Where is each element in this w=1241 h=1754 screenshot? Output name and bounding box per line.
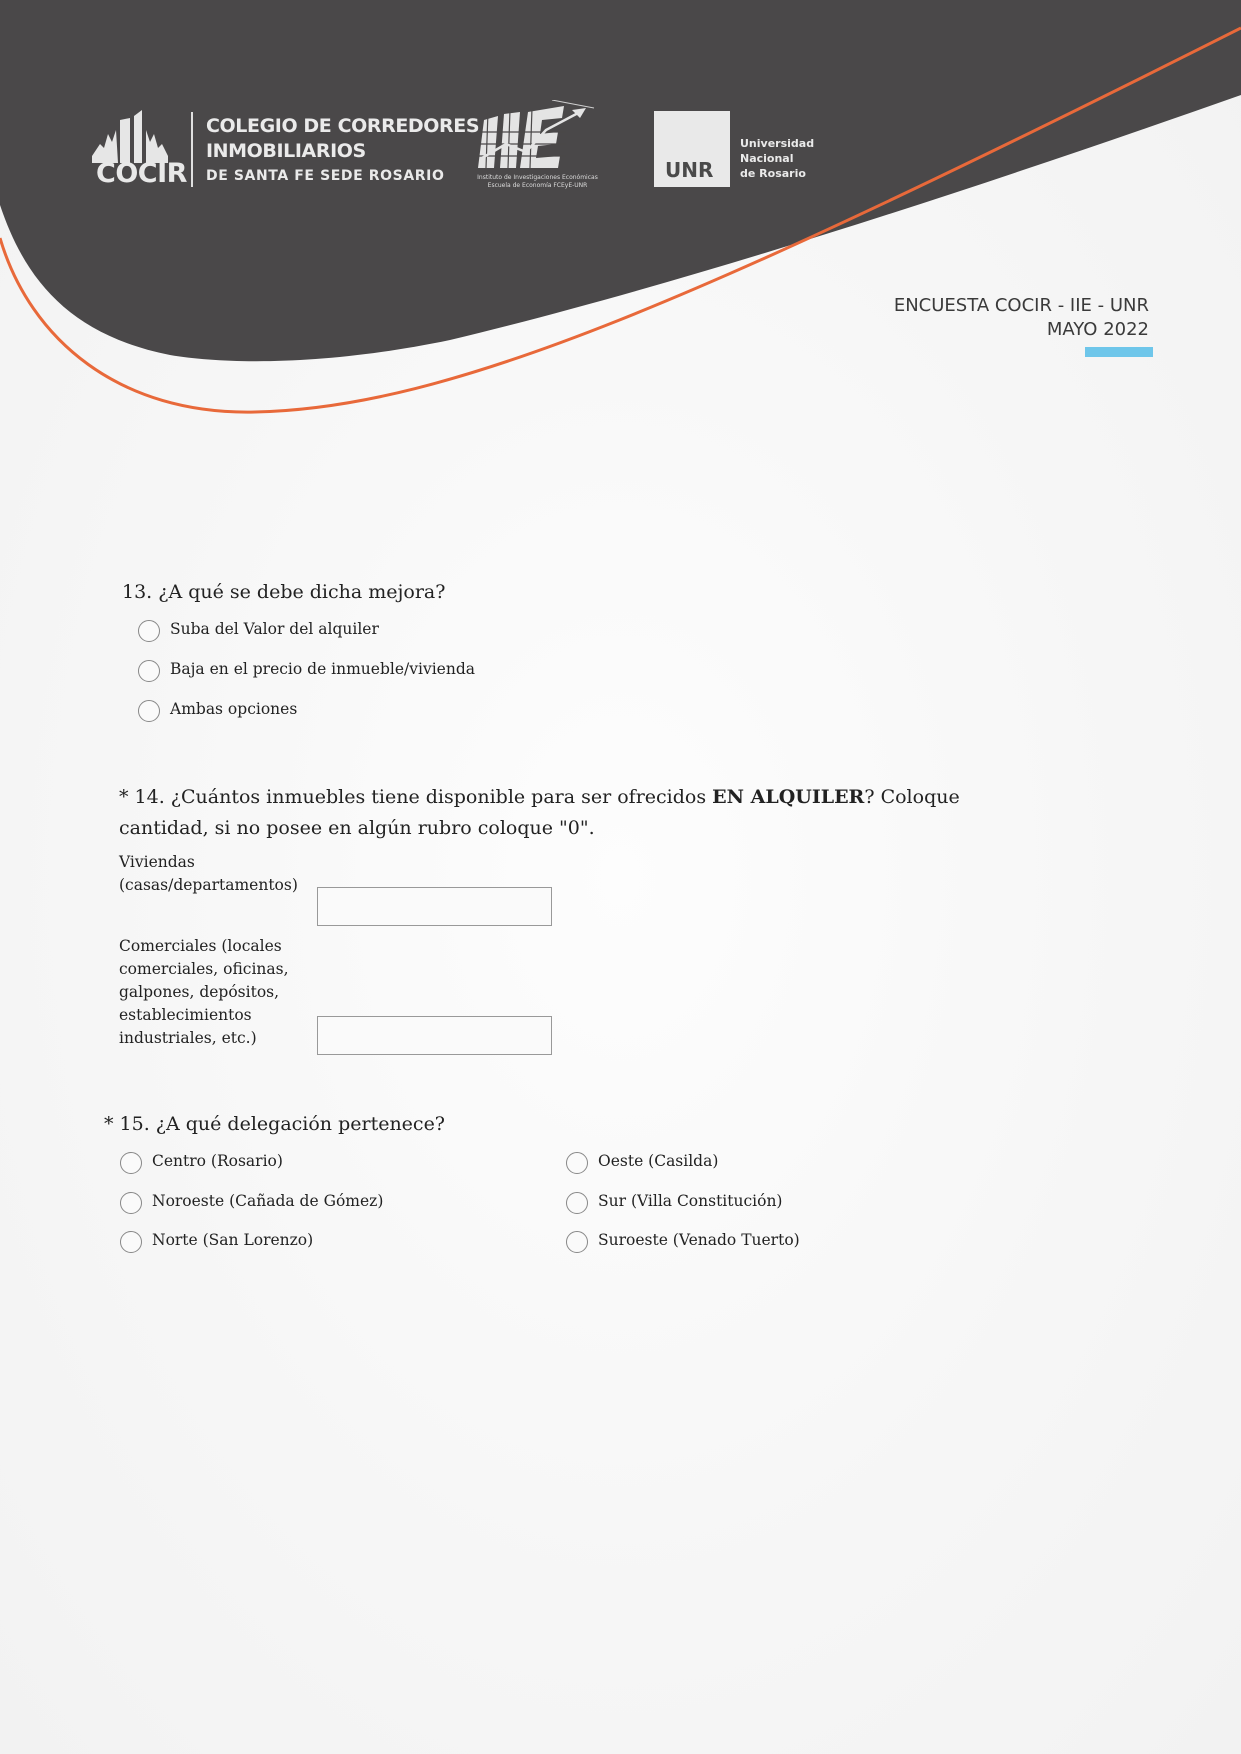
q15-option-norte[interactable] [120, 1229, 313, 1251]
header-band [0, 0, 1241, 430]
comerciales-input[interactable] [317, 1016, 552, 1055]
q15-option-label: Centro (Rosario) [152, 1152, 283, 1170]
q14-text-after: ? Coloque [864, 786, 960, 808]
q15-option-label: Norte (San Lorenzo) [152, 1231, 314, 1249]
radio-button[interactable] [120, 1192, 142, 1214]
viviendas-label: Viviendas (casas/departamentos) [119, 853, 298, 894]
q15-option-label: Noroeste (Cañada de Gómez) [152, 1192, 384, 1210]
viviendas-input[interactable] [317, 887, 552, 926]
unr-name-line2: Nacional [740, 152, 794, 165]
survey-title-line1: ENCUESTA COCIR - IIE - UNR [893, 295, 1149, 316]
survey-title-line2: MAYO 2022 [1046, 319, 1149, 340]
iie-caption [460, 174, 615, 190]
q15-option-centro[interactable] [120, 1150, 283, 1172]
q14-text-before: * 14. ¿Cuántos inmuebles tiene disponible para ser ofrecidos [119, 786, 713, 808]
cocir-wordmark: COCIR [96, 158, 187, 189]
logo-row [0, 100, 900, 200]
radio-button[interactable] [566, 1152, 588, 1174]
question-14-line2: cantidad, si no posee en algún rubro coloque "0". [119, 817, 595, 839]
comerciales-label: Comerciales (locales comerciales, oficinas, galpones, depósitos, establecimientos industriales, etc.) [119, 937, 289, 1047]
q13-option-label: Suba del Valor del alquiler [170, 620, 379, 638]
survey-title [894, 294, 1149, 342]
q15-option-suroeste[interactable] [566, 1229, 800, 1251]
iie-caption-line2: Escuela de Economía FCEyE-UNR [487, 182, 588, 189]
radio-button[interactable] [120, 1231, 142, 1253]
radio-button[interactable] [120, 1152, 142, 1174]
q14-text-bold: EN ALQUILER [712, 786, 865, 808]
q13-option-baja[interactable] [138, 658, 475, 680]
question-14-line1 [119, 782, 1019, 813]
q15-option-label: Sur (Villa Constitución) [598, 1192, 783, 1210]
radio-button[interactable] [138, 620, 160, 642]
unr-box-label: UNR [665, 158, 714, 182]
cocir-name-line3: DE SANTA FE SEDE ROSARIO [206, 168, 445, 184]
logo-divider [191, 112, 193, 187]
q13-option-ambas[interactable] [138, 698, 297, 720]
cocir-name-line2: INMOBILIARIOS [206, 140, 366, 162]
q13-option-label: Baja en el precio de inmueble/vivienda [170, 660, 475, 678]
q13-option-label: Ambas opciones [170, 700, 298, 718]
radio-button[interactable] [138, 660, 160, 682]
q15-option-label: Suroeste (Venado Tuerto) [598, 1231, 800, 1249]
q15-option-sur[interactable] [566, 1190, 782, 1212]
radio-button[interactable] [566, 1231, 588, 1253]
radio-button[interactable] [566, 1192, 588, 1214]
radio-button[interactable] [138, 700, 160, 722]
unr-name [740, 136, 814, 181]
q13-option-suba[interactable] [138, 618, 379, 640]
unr-logo-box [654, 111, 730, 187]
question-15-text: * 15. ¿A qué delegación pertenece? [104, 1113, 445, 1135]
question-14-text [119, 782, 1019, 844]
title-accent-bar [1085, 347, 1153, 357]
unr-name-line3: de Rosario [740, 167, 806, 180]
question-13-text: 13. ¿A qué se debe dicha mejora? [122, 581, 446, 603]
cocir-name-line1: COLEGIO DE CORREDORES [206, 115, 480, 137]
q15-option-noroeste[interactable] [120, 1190, 383, 1212]
q15-option-label: Oeste (Casilda) [598, 1152, 719, 1170]
unr-name-line1: Universidad [740, 137, 815, 150]
q15-option-oeste[interactable] [566, 1150, 718, 1172]
iie-caption-line1: Instituto de Investigaciones Económicas [477, 174, 598, 181]
cocir-name [206, 114, 479, 189]
